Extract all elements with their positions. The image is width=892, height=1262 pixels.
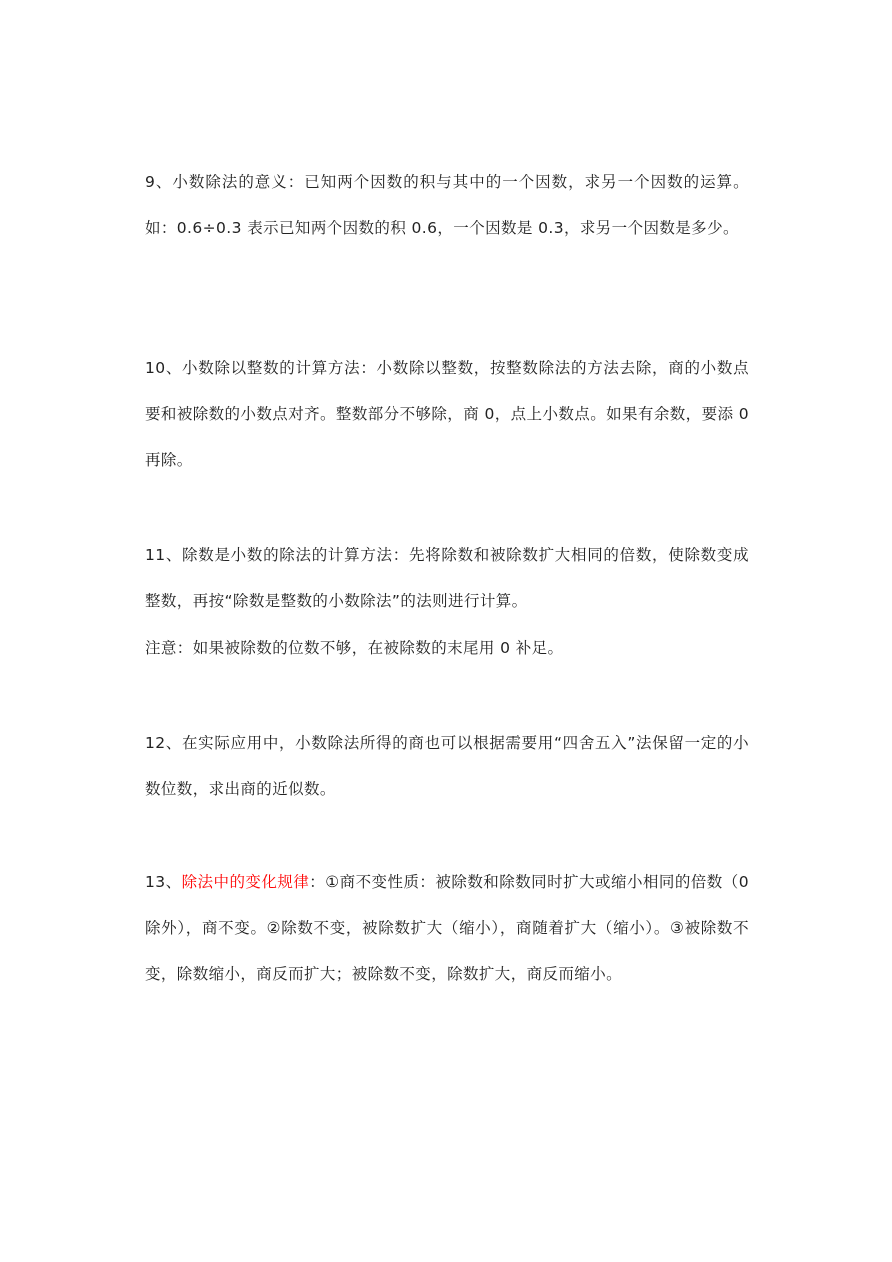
paragraph-9-division-meaning: 9、小数除法的意义：已知两个因数的积与其中的一个因数，求另一个因数的运算。如：0.6÷0.3 表示已知两个因数的积 0.6，一个因数是 0.3，求另一个因数是多少。 bbox=[145, 173, 749, 237]
paragraph-13-body: ：①商不变性质：被除数和除数同时扩大或缩小相同的倍数（0 除外），商不变。②除数不变，被除数扩大（缩小），商随着扩大（缩小）。③被除数不变，除数缩小，商反而扩大；被除数不变，除数扩大，商反而缩小。 bbox=[145, 873, 749, 983]
paragraph-13-highlight-title: 除法中的变化规律 bbox=[181, 873, 310, 891]
paragraph-11-divisor-decimal: 11、除数是小数的除法的计算方法：先将除数和被除数扩大相同的倍数，使除数变成整数，再按“除数是整数的小数除法”的法则进行计算。 bbox=[145, 546, 749, 610]
paragraph-10-decimal-by-integer: 10、小数除以整数的计算方法：小数除以整数，按整数除法的方法去除，商的小数点要和被除数的小数点对齐。整数部分不够除，商 0，点上小数点。如果有余数，要添 0 再除。 bbox=[145, 359, 749, 469]
paragraph-12-approximation: 12、在实际应用中，小数除法所得的商也可以根据需要用“四舍五入”法保留一定的小数位数，求出商的近似数。 bbox=[145, 734, 749, 798]
paragraph-11-note: 注意：如果被除数的位数不够，在被除数的末尾用 0 补足。 bbox=[145, 639, 564, 657]
paragraph-13-number: 13、 bbox=[145, 873, 182, 891]
paragraph-13-division-rules bbox=[145, 859, 749, 997]
